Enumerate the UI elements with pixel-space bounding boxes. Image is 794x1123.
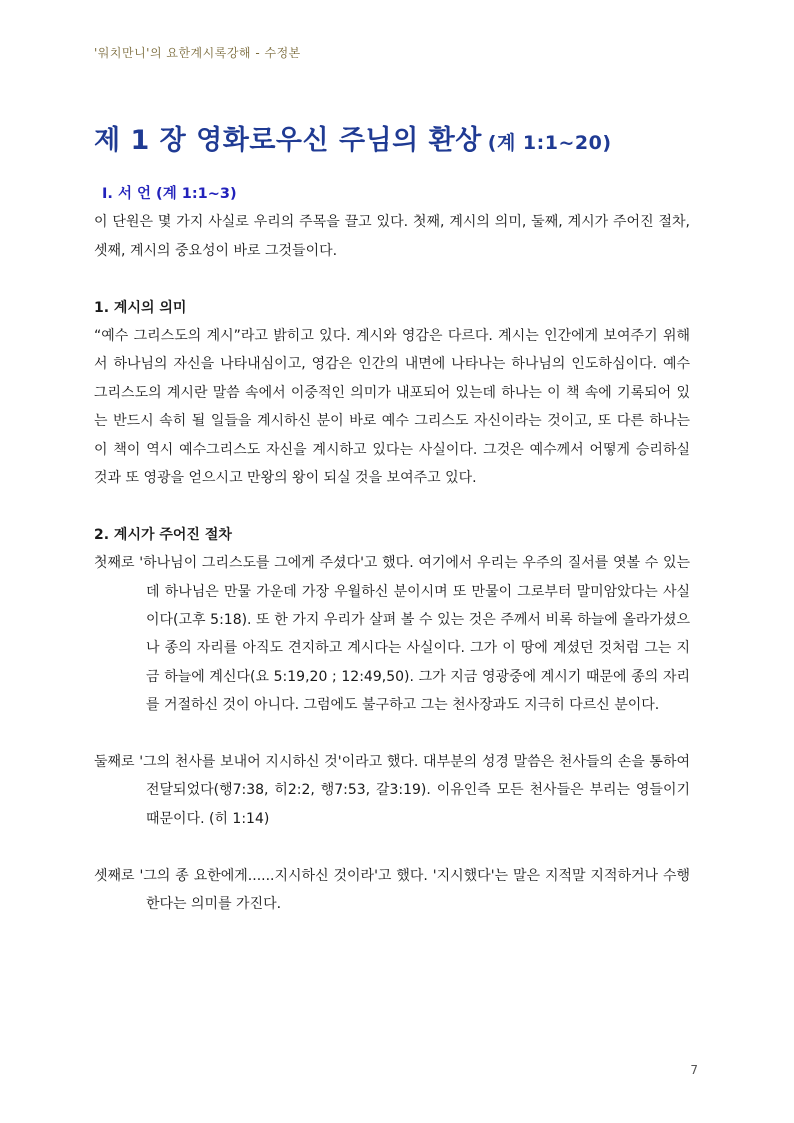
running-header: '워치만니'의 요한계시록강해 - 수정본 (94, 46, 301, 60)
document-body (94, 180, 690, 919)
procedure-second-paragraph: 둘째로 '그의 천사를 보내어 지시하신 것'이라고 했다. 대부분의 성경 말씀은 천사들의 손을 통하여 전달되었다(행7:38, 히2:2, 행7:53, 갈3:19). 이유인즉 모든 천사들은 부리는 영들이기 때문이다. (히 1:14) (94, 754, 690, 827)
chapter-title-text: 제 1 장 영화로우신 주님의 환상 (94, 125, 482, 156)
page-number: 7 (690, 1063, 698, 1077)
subheading-procedure-of-revelation: 2. 계시가 주어진 절차 (94, 526, 232, 543)
subheading-meaning-of-revelation: 1. 계시의 의미 (94, 299, 187, 316)
section-heading-introduction: Ⅰ. 서 언 (계 1:1~3) (102, 186, 237, 202)
spacer (94, 265, 690, 293)
chapter-title (94, 118, 612, 157)
spacer (94, 492, 690, 520)
introduction-paragraph: 이 단원은 몇 가지 사실로 우리의 주목을 끌고 있다. 첫째, 계시의 의미, 둘째, 계시가 주어진 절차, 셋째, 계시의 중요성이 바로 그것들이다. (94, 214, 690, 259)
meaning-of-revelation-paragraph: “예수 그리스도의 계시”라고 밝히고 있다. 계시와 영감은 다르다. 계시는 인간에게 보여주기 위해서 하나님의 자신을 나타내심이고, 영감은 인간의 내면에 나타나는 하나님의 인도하심이다. 예수 그리스도의 계시란 말씀 속에서 이중적인 의미가 내포되어 있는데 하나는 이 책 속에 기록되어 있는 반드시 속히 될 일들을 계시하신 분이 바로 예수 그리스도 자신이라는 것이고, 또 다른 하나는 이 책이 역시 예수그리스도 자신을 계시하고 있다는 사실이다. 그것은 예수께서 어떻게 승리하실 것과 또 영광을 얻으시고 만왕의 왕이 되실 것을 보여주고 있다. (94, 328, 690, 487)
spacer (94, 833, 690, 861)
procedure-first-paragraph: 첫째로 '하나님이 그리스도를 그에게 주셨다'고 했다. 여기에서 우리는 우주의 질서를 엿볼 수 있는데 하나님은 만물 가운데 가장 우월하신 분이시며 또 만물이 그로부터 말미암았다는 사실이다(고후 5:18). 또 한 가지 우리가 살펴 볼 수 있는 것은 주께서 비록 하늘에 올라가셨으나 종의 자리를 아직도 견지하고 계시다는 사실이다. 그가 이 땅에 계셨던 것처럼 그는 지금 하늘에 계신다(요 5:19,20 ; 12:49,50). 그가 지금 영광중에 계시기 때문에 종의 자리를 거절하신 것이 아니다. 그럼에도 불구하고 그는 천사장과도 지극히 다르신 분이다. (94, 555, 691, 714)
procedure-third-paragraph: 셋째로 '그의 종 요한에게......지시하신 것이라'고 했다. '지시했다'는 말은 지적말 지적하거나 수행한다는 의미를 가진다. (94, 867, 690, 913)
chapter-reference: (계 1:1~20) (487, 132, 612, 154)
spacer (94, 720, 690, 748)
